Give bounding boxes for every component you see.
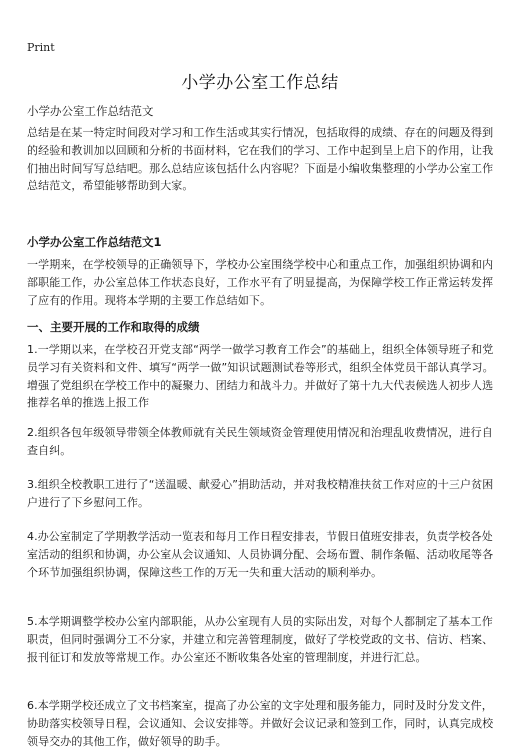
section-title: 小学办公室工作总结范文1 [27, 235, 162, 249]
list-item: 4.办公室制定了学期教学活动一览表和每月工作日程安排表，节假日值班安排表，负责学校各处室活动的组织和协调，办公室从会议通知、人员协调分配、会场布置、制作条幅、活动收尾等各个环节加强组织协调，保障这些工作的万无一失和重大活动的顺利举办。 [27, 530, 494, 579]
list-item: 3.组织全校教职工进行了“送温暖、献爱心”捐助活动，并对我校精准扶贫工作对应的十三户贫困户进行了下乡慰问工作。 [27, 478, 494, 509]
list-item: 6.本学期学校还成立了文书档案室，提高了办公室的文字处理和服务能力，同时及时分发文件，协助落实校领导日程，会议通知、会议安排等。并做好会议记录和签到工作，同时，认真完成校领导交办的其他工作，做好领导的助手。 [27, 699, 494, 748]
subtitle: 小学办公室工作总结范文 [27, 104, 154, 118]
page-title: 小学办公室工作总结 [181, 73, 339, 93]
list-item: 1.一学期以来，在学校召开党支部“两学一做学习教育工作会”的基础上，组织全体领导班子和党员学习有关资料和文件、填写“两学一做”知识试题测试卷等形式，组织全体党员干部认真学习。增强了党组织在学校工作中的凝聚力、团结力和战斗力。并做好了第十九大代表候选人初步人选推荐名单的推选上报工作 [27, 343, 494, 410]
print-link[interactable]: Print [27, 41, 55, 54]
section-intro-paragraph: 一学期来，在学校领导的正确领导下，学校办公室围绕学校中心和重点工作，加强组织协调和内部职能工作，办公室总体工作状态良好，工作水平有了明显提高，为保障学校工作正常运转发挥了应有的作用。现将本学期的主要工作总结如下。 [27, 258, 494, 307]
list-item: 5.本学期调整学校办公室内部职能，从办公室现有人员的实际出发，对每个人都制定了基本工作职责，但同时强调分工不分家，并建立和完善管理制度，做好了学校党政的文书、信访、档案、报刊征订和发放等常规工作。办公室还不断收集各处室的管理制度，并进行汇总。 [27, 615, 494, 664]
intro-paragraph: 总结是在某一特定时间段对学习和工作生活或其实行情况，包括取得的成绩、存在的问题及得到的经验和教训加以回顾和分析的书面材料，它在我们的学习、工作中起到呈上启下的作用，让我们抽出时间写写总结吧。那么总结应该包括什么内容呢？下面是小编收集整理的小学办公室工作总结范文，希望能够帮助到大家。 [27, 126, 494, 193]
list-item: 2.组织各包年级领导带领全体教师就有关民生领域资金管理使用情况和治理乱收费情况，进行自查自纠。 [27, 426, 493, 457]
section-heading: 一、主要开展的工作和取得的成绩 [27, 320, 200, 334]
